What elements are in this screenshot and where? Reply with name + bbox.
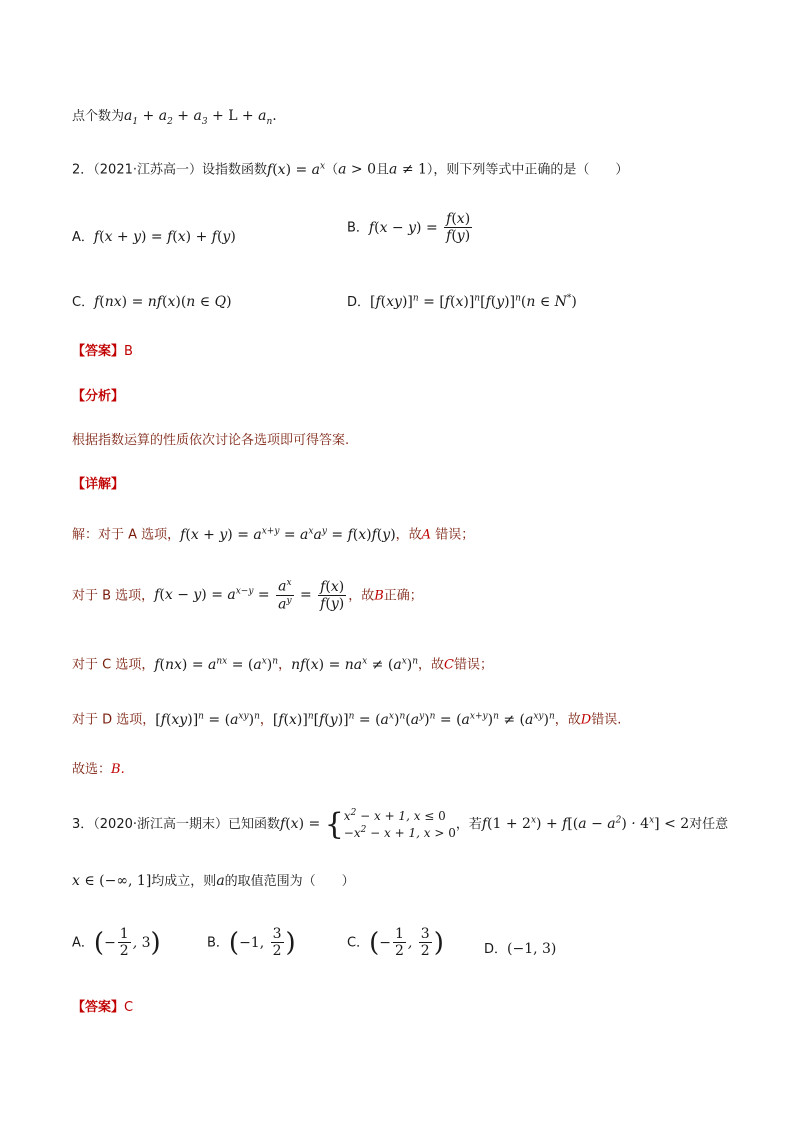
- q3-inequality: $f(1 + 2^x) + f[(a - a^2) \cdot 4^x] < 2$: [481, 815, 690, 833]
- detail-line-b: 对于 B 选项，$f(x - y) = a^{x-y}$ = $\frac{a^x}{a^y}$ = $\frac{f(x)}{f(y)}$ ，故B正确；: [72, 578, 423, 613]
- q2-option-a: A．f(x + y) = f(x) + f(y): [72, 229, 236, 245]
- q2-option-b: B．f(x − y) = $\frac{f(x)}{f(y)}$: [347, 211, 471, 245]
- q2-option-c: C．f(nx) = nf(x)(n ∈ Q): [72, 294, 232, 310]
- function-def: $f(x) = a^x$: [267, 161, 326, 178]
- q2-stem: 2．（2021·江苏高一）设指数函数$f(x) = a^x(a > 0$且a ≠ 1），则下列等式中正确的是（ ）: [72, 161, 629, 178]
- q1-tail-line: 点个数为$a_1 + a_2 + a_3 + L + a_n$.: [72, 108, 277, 127]
- q3-option-d: D．(−1, 3): [484, 941, 557, 957]
- answer-line: 【答案】B: [72, 344, 133, 359]
- detail-line-c: 对于 C 选项，$f(nx) = a^{nx} = (a^x)^n$，$nf(x) = na^x \ne (a^x)^n$，故C错误；: [72, 656, 494, 673]
- detail-line-a: 解：对于 A 选项，$f(x + y) = a^{x+y} = a^xa^y = f(x)f(y)$，故A 错误；: [72, 526, 475, 543]
- q3-option-a: A．(− $\frac{1}{2}$ , 3): [72, 926, 161, 960]
- q3-option-c: C．(− $\frac{1}{2}$ , $\frac{3}{2}$ ): [347, 926, 444, 960]
- detail-label: 【详解】: [72, 477, 125, 492]
- q2-option-d: D．$[f(xy)]^n = [f(x)]^n[f(y)]^n(n$ ∈ N*): [347, 293, 577, 310]
- answer2-line: 【答案】C: [72, 1000, 134, 1015]
- analysis-label: 【分析】: [72, 389, 125, 404]
- q3-stem: 3．（2020·浙江高一期末）已知函数f(x) = { $x^2 - x + 1$, x ≤ 0 $-x^2 - x + 1$, x > 0 ，若$f(1 + 2^x) + f[(a - a^2) \cdot 4^x] < 2$对任意: [72, 806, 729, 842]
- sum-expression: $a_1 + a_2 + a_3 + L + a_n$.: [124, 108, 277, 127]
- analysis-text: 根据指数运算的性质依次讨论各选项即可得答案.: [72, 433, 350, 448]
- q3-option-b: B．(−1, $\frac{3}{2}$ ): [207, 926, 296, 960]
- q3-stem-line2: x ∈ (−∞, 1]均成立，则a的取值范围为（ ）: [72, 873, 355, 889]
- choose-line: 故选：B.: [72, 762, 125, 777]
- detail-line-d: 对于 D 选项，$[f(xy)]^n = (a^{xy})^n$，$[f(x)]^n[f(y)]^n = (a^x)^n(a^y)^n = (a^{x+y})^n \ne (a^{xy})^n$，故D错误.: [72, 711, 622, 728]
